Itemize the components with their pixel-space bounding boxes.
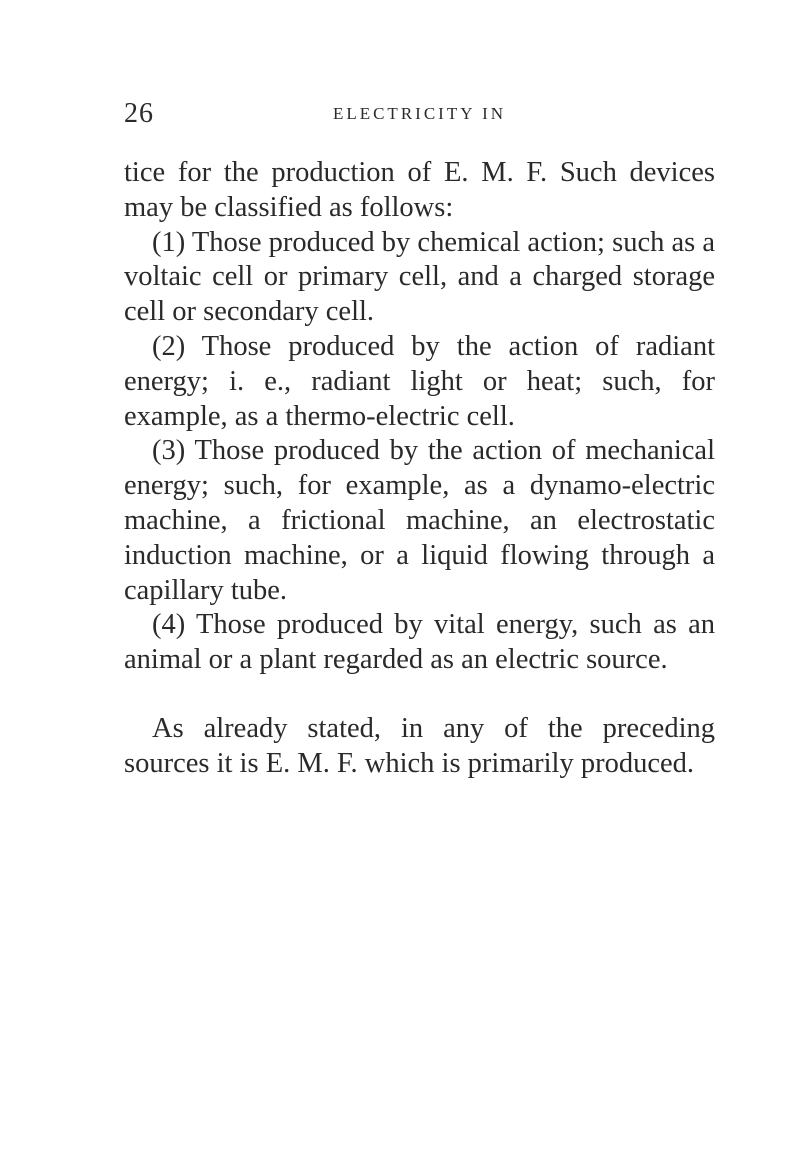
- running-head: [124, 98, 715, 138]
- paragraph-conclusion: As already stated, in any of the preceding sources it is E. M. F. which is primarily produced.: [124, 712, 715, 779]
- running-title: ELECTRICITY IN: [332, 104, 507, 123]
- body-text: [124, 156, 715, 782]
- paragraph-intro: tice for the production of E. M. F. Such devices may be classified as follows:: [124, 157, 715, 223]
- paragraph-item-4: (4) Those produced by vital energy, such as an animal or a plant regarded as an electric source.: [124, 609, 715, 676]
- paragraph-item-2: (2) Those produced by the action of radiant energy; i. e., radiant light or heat; such, for example, as a thermo-electric cell.: [124, 330, 715, 432]
- paragraph-item-3: (3) Those produced by the action of mechanical energy; such, for example, as a dynamo-electric machine, a frictional machine, an electrostatic induction machine, or a liquid flowing through a capillary tube.: [124, 435, 715, 606]
- page-number: 26: [124, 98, 154, 129]
- paragraph-item-1: (1) Those produced by chemical action; such as a voltaic cell or primary cell, and a charged storage cell or secondary cell.: [124, 226, 715, 328]
